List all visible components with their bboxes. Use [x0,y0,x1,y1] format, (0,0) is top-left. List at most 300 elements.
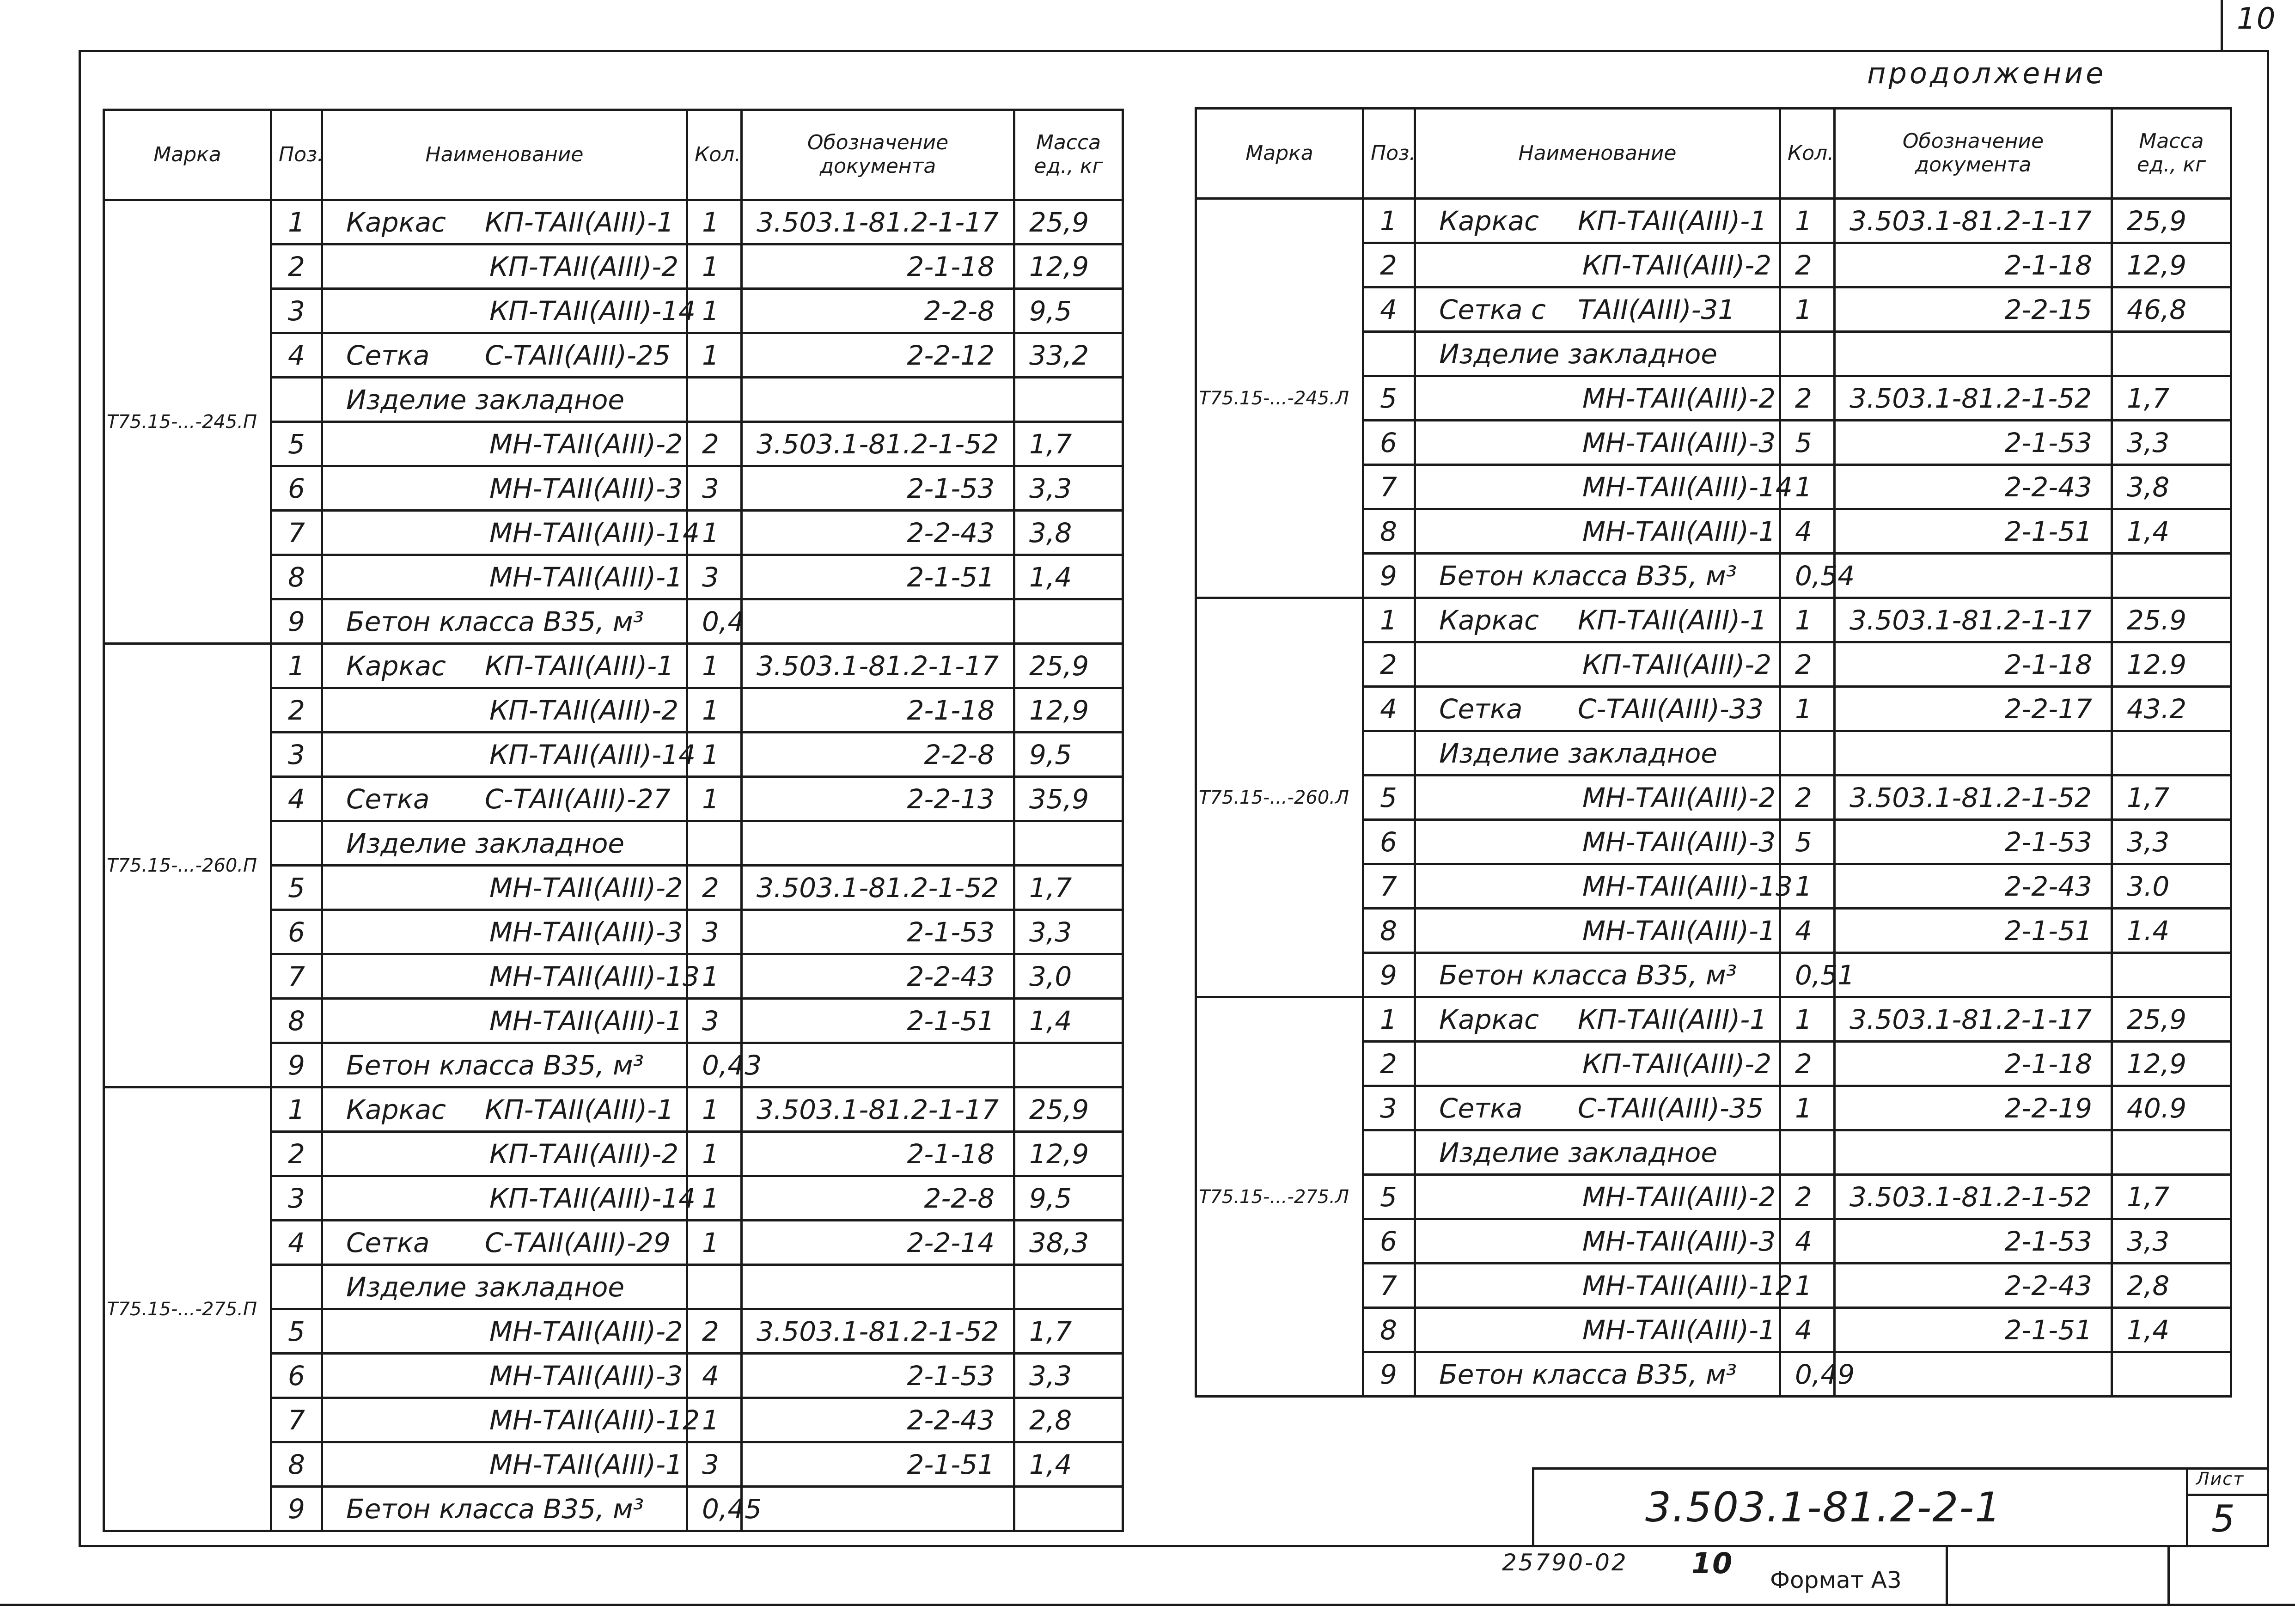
name-cell [322,200,687,244]
pos-cell: 8 [1363,909,1415,953]
name-cell: МН-ТАII(АIII)-14 [322,511,687,555]
inventory-number: 25790-02 [1502,1549,1628,1576]
header-name: Наименование [322,110,687,200]
item-code: КП-ТАII(АIII)-1 [485,650,674,682]
qty-cell: 4 [1780,1308,1835,1352]
doc-cell: 2-1-18 [1835,1042,2112,1086]
qty-cell: 3 [687,999,742,1043]
table-row [104,644,1123,688]
name-cell: Бетон класса В35, м³ [322,1043,687,1087]
mass-cell: 1,4 [1014,1442,1123,1487]
name-cell: Бетон класса В35, м³ [1415,1352,1780,1397]
mass-cell: 38,3 [1014,1221,1123,1265]
pos-cell: 3 [271,289,322,333]
doc-cell [1835,953,2112,997]
pos-cell: 1 [271,1087,322,1132]
sheet-number-divider [2221,0,2223,50]
table-row [104,200,1123,244]
qty-cell: 0,54 [1780,554,1835,598]
qty-cell: 2 [1780,243,1835,287]
mass-cell: 12,9 [2112,1042,2231,1086]
pos-cell: 5 [1363,376,1415,421]
name-cell: МН-ТАII(АIII)-3 [1415,820,1780,864]
item-type-label: Сетка [346,783,430,815]
name-cell: Бетон класса В35, м³ [322,599,687,644]
pos-cell: 1 [271,200,322,244]
qty-cell: 1 [687,244,742,289]
mass-cell: 1,7 [2112,376,2231,421]
qty-cell: 1 [687,1087,742,1132]
header-mass: Масса ед., кг [2112,109,2231,199]
pos-cell: 9 [271,1043,322,1087]
item-code: С-ТАII(АIII)-27 [485,783,671,815]
qty-cell: 4 [1780,509,1835,554]
name-cell: Изделие закладное [1415,731,1780,775]
item-code: КП-ТАII(АIII)-1 [1578,1003,1767,1035]
name-cell [1415,199,1780,243]
name-cell: МН-ТАII(АIII)-3 [1415,421,1780,465]
name-cell: МН-ТАII(АIII)-2 [322,866,687,910]
doc-cell: 2-2-13 [742,777,1014,821]
mark-cell: Т75.15-...-245.Л [1196,199,1363,598]
doc-cell: 2-2-8 [742,289,1014,333]
mass-cell [2112,1130,2231,1175]
name-cell [1415,997,1780,1042]
doc-cell: 2-1-18 [1835,243,2112,287]
name-cell [322,777,687,821]
doc-cell [1835,1130,2112,1175]
qty-cell: 1 [687,777,742,821]
pos-cell: 8 [1363,509,1415,554]
pos-cell [271,1265,322,1309]
pos-cell: 2 [271,244,322,289]
pos-cell: 6 [271,466,322,511]
doc-cell: 3.503.1-81.2-1-17 [742,200,1014,244]
qty-cell [1780,332,1835,376]
item-type-label: Каркас [346,206,446,238]
name-cell: МН-ТАII(АIII)-12 [1415,1264,1780,1308]
mass-cell [2112,1352,2231,1397]
qty-cell: 4 [1780,909,1835,953]
qty-cell: 2 [1780,1042,1835,1086]
qty-cell: 2 [1780,775,1835,820]
mass-cell: 25,9 [1014,1087,1123,1132]
mass-cell: 46,8 [2112,287,2231,332]
document-code: 3.503.1-81.2-2-1 [1645,1484,2002,1531]
qty-cell: 2 [1780,376,1835,421]
pos-cell: 3 [271,733,322,777]
header-qty: Кол. [1780,109,1835,199]
name-cell: МН-ТАII(АIII)-1 [322,999,687,1043]
pos-cell: 7 [1363,465,1415,509]
pos-cell: 7 [271,511,322,555]
qty-cell: 3 [687,910,742,954]
mass-cell: 1,4 [2112,1308,2231,1352]
doc-cell: 2-1-53 [1835,820,2112,864]
pos-cell: 2 [1363,642,1415,687]
name-cell [322,333,687,378]
pos-cell: 7 [271,954,322,999]
qty-cell: 1 [1780,687,1835,731]
pos-cell: 5 [1363,775,1415,820]
doc-cell [1835,332,2112,376]
mass-cell: 1,7 [1014,1309,1123,1354]
qty-cell: 2 [687,422,742,466]
right-table-body [1196,199,2231,1397]
mass-cell [1014,821,1123,866]
doc-cell: 3.503.1-81.2-1-52 [1835,775,2112,820]
name-cell: Бетон класса В35, м³ [1415,554,1780,598]
header-qty: Кол. [687,110,742,200]
qty-cell: 1 [1780,1086,1835,1130]
pos-cell: 8 [271,1442,322,1487]
doc-cell: 2-2-43 [1835,1264,2112,1308]
pos-cell: 2 [271,688,322,733]
table-row [1196,199,2231,243]
item-type-label: Каркас [346,1093,446,1125]
item-code: С-ТАII(АIII)-35 [1578,1092,1764,1124]
qty-cell: 1 [687,1132,742,1176]
mass-cell: 1.4 [2112,909,2231,953]
mass-cell: 3.0 [2112,864,2231,909]
right-spec-table [1195,107,2232,1398]
name-cell [1415,598,1780,642]
qty-cell: 5 [1780,421,1835,465]
pos-cell: 9 [271,1487,322,1531]
doc-cell: 2-2-17 [1835,687,2112,731]
mass-cell [1014,1265,1123,1309]
mass-cell: 9,5 [1014,289,1123,333]
pos-cell: 9 [271,599,322,644]
format-label: Формат А3 [1770,1567,1902,1593]
doc-cell: 3.503.1-81.2-1-17 [742,644,1014,688]
mass-cell: 1,4 [1014,555,1123,599]
pos-cell: 4 [1363,287,1415,332]
name-cell: МН-ТАII(АIII)-1 [1415,909,1780,953]
pos-cell: 5 [271,1309,322,1354]
name-cell: МН-ТАII(АIII)-1 [322,555,687,599]
qty-cell: 1 [1780,598,1835,642]
doc-cell: 2-1-51 [1835,509,2112,554]
qty-cell: 2 [1780,1175,1835,1219]
item-code: КП-ТАII(АIII)-1 [1578,604,1767,636]
name-cell [322,644,687,688]
mass-cell: 9,5 [1014,733,1123,777]
doc-cell: 2-2-12 [742,333,1014,378]
mass-cell: 3,3 [2112,1219,2231,1264]
name-cell: МН-ТАII(АIII)-14 [1415,465,1780,509]
doc-cell: 2-1-53 [742,466,1014,511]
qty-cell: 1 [687,733,742,777]
doc-cell: 2-1-18 [1835,642,2112,687]
name-cell: МН-ТАII(АIII)-2 [322,1309,687,1354]
qty-cell: 0,45 [687,1487,742,1531]
doc-cell: 2-1-53 [1835,421,2112,465]
header-mark: Марка [1196,109,1363,199]
mass-cell: 25,9 [2112,199,2231,243]
doc-cell: 3.503.1-81.2-1-52 [1835,1175,2112,1219]
qty-cell: 3 [687,555,742,599]
doc-cell: 2-2-43 [742,511,1014,555]
item-code: КП-ТАII(АIII)-1 [1578,205,1767,237]
qty-cell: 1 [1780,465,1835,509]
doc-cell: 3.503.1-81.2-1-52 [742,422,1014,466]
item-type-label: Каркас [1439,205,1539,237]
name-cell: КП-ТАII(АIII)-14 [322,1176,687,1221]
mass-cell: 3,3 [1014,910,1123,954]
doc-cell: 2-2-8 [742,1176,1014,1221]
pos-cell: 8 [1363,1308,1415,1352]
mass-cell: 12,9 [1014,688,1123,733]
qty-cell: 0,43 [687,1043,742,1087]
qty-cell [687,1265,742,1309]
doc-cell: 3.503.1-81.2-1-17 [742,1087,1014,1132]
name-cell: МН-ТАII(АIII)-2 [1415,376,1780,421]
pos-cell: 1 [1363,997,1415,1042]
pos-cell [1363,731,1415,775]
name-cell: КП-ТАII(АIII)-2 [1415,1042,1780,1086]
qty-cell: 1 [687,1221,742,1265]
item-type-label: Сетка [346,339,430,371]
name-cell: МН-ТАII(АIII)-13 [322,954,687,999]
doc-cell [742,821,1014,866]
qty-cell: 1 [1780,864,1835,909]
doc-cell [1835,554,2112,598]
sheet-number-top: 10 [2237,2,2277,36]
qty-cell: 0,4 [687,599,742,644]
qty-cell: 3 [687,1442,742,1487]
mass-cell: 35,9 [1014,777,1123,821]
qty-cell: 2 [1780,642,1835,687]
doc-cell: 2-2-43 [742,1398,1014,1442]
name-cell: КП-ТАII(АIII)-14 [322,289,687,333]
mass-cell: 12,9 [1014,1132,1123,1176]
item-type-label: Каркас [1439,604,1539,636]
item-code: С-ТАII(АIII)-29 [485,1227,671,1258]
sheet-box-line [2186,1494,2269,1496]
pos-cell: 4 [1363,687,1415,731]
pos-cell: 6 [1363,421,1415,465]
header-name: Наименование [1415,109,1780,199]
qty-cell [687,821,742,866]
sheet-label: Лист [2196,1469,2245,1489]
mass-cell: 1,4 [2112,509,2231,554]
qty-cell: 1 [1780,287,1835,332]
mass-cell: 33,2 [1014,333,1123,378]
doc-cell: 2-1-53 [1835,1219,2112,1264]
bottom-border-line [0,1604,2295,1606]
pos-cell: 2 [271,1132,322,1176]
qty-cell: 2 [687,1309,742,1354]
mass-cell [1014,1487,1123,1531]
pos-cell: 5 [271,866,322,910]
mass-cell: 40.9 [2112,1086,2231,1130]
mass-cell: 1,7 [1014,866,1123,910]
item-type-label: Каркас [346,650,446,682]
item-type-label: Каркас [1439,1003,1539,1035]
pos-cell: 4 [271,333,322,378]
doc-cell: 2-1-51 [1835,909,2112,953]
pos-cell: 7 [271,1398,322,1442]
doc-cell: 2-2-14 [742,1221,1014,1265]
name-cell: МН-ТАII(АIII)-2 [1415,1175,1780,1219]
header-mass: Масса ед., кг [1014,110,1123,200]
doc-cell: 2-1-18 [742,244,1014,289]
item-type-label: Сетка с [1439,293,1546,325]
pos-cell: 8 [271,555,322,599]
mass-cell: 3,3 [2112,820,2231,864]
mass-cell: 43.2 [2112,687,2231,731]
header-doc: Обозначение документа [1835,109,2112,199]
name-cell: КП-ТАII(АIII)-2 [322,1132,687,1176]
pos-cell: 7 [1363,864,1415,909]
left-table-body [104,200,1123,1531]
qty-cell: 4 [1780,1219,1835,1264]
doc-cell [742,1043,1014,1087]
qty-cell [687,378,742,422]
pos-cell: 3 [1363,1086,1415,1130]
mark-cell: Т75.15-...-245.П [104,200,271,644]
name-cell: МН-ТАII(АIII)-2 [1415,775,1780,820]
qty-cell: 1 [687,1176,742,1221]
mass-cell [1014,599,1123,644]
name-cell: КП-ТАII(АIII)-2 [1415,243,1780,287]
doc-cell [742,1265,1014,1309]
pos-cell: 6 [1363,1219,1415,1264]
qty-cell: 1 [687,954,742,999]
qty-cell: 4 [687,1354,742,1398]
name-cell: Бетон класса В35, м³ [322,1487,687,1531]
mass-cell [2112,731,2231,775]
doc-cell [742,1487,1014,1531]
header-mark: Марка [104,110,271,200]
mass-cell: 3,3 [1014,1354,1123,1398]
doc-cell: 2-1-51 [742,555,1014,599]
name-cell [1415,287,1780,332]
mass-cell [2112,332,2231,376]
doc-cell: 2-1-51 [742,1442,1014,1487]
qty-cell: 1 [687,688,742,733]
pos-cell [271,821,322,866]
sheet-box-divider [2186,1467,2188,1547]
qty-cell: 1 [687,333,742,378]
pos-cell [271,378,322,422]
pos-cell: 8 [271,999,322,1043]
doc-cell [1835,1352,2112,1397]
header-pos: Поз. [1363,109,1415,199]
doc-cell: 2-2-43 [742,954,1014,999]
header-doc: Обозначение документа [742,110,1014,200]
sheet-value: 5 [2211,1497,2236,1540]
mark-cell: Т75.15-...-275.П [104,1087,271,1531]
doc-cell: 2-2-15 [1835,287,2112,332]
mass-cell: 12,9 [2112,243,2231,287]
qty-cell: 1 [1780,997,1835,1042]
pos-cell: 3 [271,1176,322,1221]
mass-cell: 2,8 [2112,1264,2231,1308]
doc-cell: 2-2-8 [742,733,1014,777]
item-code: КП-ТАII(АIII)-1 [485,206,674,238]
pos-cell: 6 [271,910,322,954]
doc-cell [742,378,1014,422]
name-cell: МН-ТАII(АIII)-3 [322,1354,687,1398]
pos-cell: 4 [271,777,322,821]
qty-cell: 5 [1780,820,1835,864]
item-type-label: Сетка [1439,693,1523,725]
name-cell: МН-ТАII(АIII)-1 [322,1442,687,1487]
name-cell: МН-ТАII(АIII)-1 [1415,509,1780,554]
doc-cell: 2-2-19 [1835,1086,2112,1130]
pos-cell: 5 [1363,1175,1415,1219]
name-cell: МН-ТАII(АIII)-1 [1415,1308,1780,1352]
pos-cell: 6 [1363,820,1415,864]
doc-cell: 3.503.1-81.2-1-52 [742,1309,1014,1354]
mark-cell: Т75.15-...-275.Л [1196,997,1363,1397]
doc-cell: 3.503.1-81.2-1-52 [1835,376,2112,421]
qty-cell: 1 [687,1398,742,1442]
pos-cell: 1 [271,644,322,688]
qty-cell: 2 [687,866,742,910]
pos-cell: 2 [1363,243,1415,287]
mass-cell: 12.9 [2112,642,2231,687]
mass-cell: 25.9 [2112,598,2231,642]
mass-cell [1014,378,1123,422]
pos-cell [1363,332,1415,376]
doc-cell: 2-1-18 [742,688,1014,733]
qty-cell [1780,731,1835,775]
mass-cell: 25,9 [2112,997,2231,1042]
qty-cell: 0,49 [1780,1352,1835,1397]
name-cell: Изделие закладное [322,1265,687,1309]
mass-cell: 1,7 [2112,1175,2231,1219]
mass-cell: 1,7 [1014,422,1123,466]
bottom-strip-divider-1 [1946,1547,1948,1604]
name-cell: КП-ТАII(АIII)-2 [1415,642,1780,687]
name-cell [1415,687,1780,731]
item-type-label: Сетка [346,1227,430,1258]
qty-cell: 1 [687,644,742,688]
item-code: КП-ТАII(АIII)-1 [485,1093,674,1125]
pos-cell: 9 [1363,1352,1415,1397]
qty-cell: 1 [1780,1264,1835,1308]
doc-cell: 2-1-18 [742,1132,1014,1176]
mass-cell [1014,1043,1123,1087]
doc-cell: 2-2-43 [1835,465,2112,509]
pos-cell [1363,1130,1415,1175]
doc-cell: 2-1-51 [742,999,1014,1043]
item-code: С-ТАII(АIII)-25 [485,339,671,371]
mass-cell: 3,8 [1014,511,1123,555]
mass-cell: 2,8 [1014,1398,1123,1442]
name-cell [1415,1086,1780,1130]
mass-cell: 1,7 [2112,775,2231,820]
mass-cell [2112,554,2231,598]
mass-cell: 3,8 [2112,465,2231,509]
doc-cell: 3.503.1-81.2-1-17 [1835,598,2112,642]
doc-cell: 2-1-53 [742,910,1014,954]
name-cell: Изделие закладное [1415,332,1780,376]
doc-cell: 2-1-51 [1835,1308,2112,1352]
doc-cell: 2-1-53 [742,1354,1014,1398]
mass-cell: 25,9 [1014,200,1123,244]
pos-cell: 2 [1363,1042,1415,1086]
name-cell: Изделие закладное [1415,1130,1780,1175]
doc-cell: 3.503.1-81.2-1-17 [1835,997,2112,1042]
mass-cell: 25,9 [1014,644,1123,688]
name-cell: МН-ТАII(АIII)-3 [322,466,687,511]
pos-cell: 6 [271,1354,322,1398]
pos-cell: 7 [1363,1264,1415,1308]
